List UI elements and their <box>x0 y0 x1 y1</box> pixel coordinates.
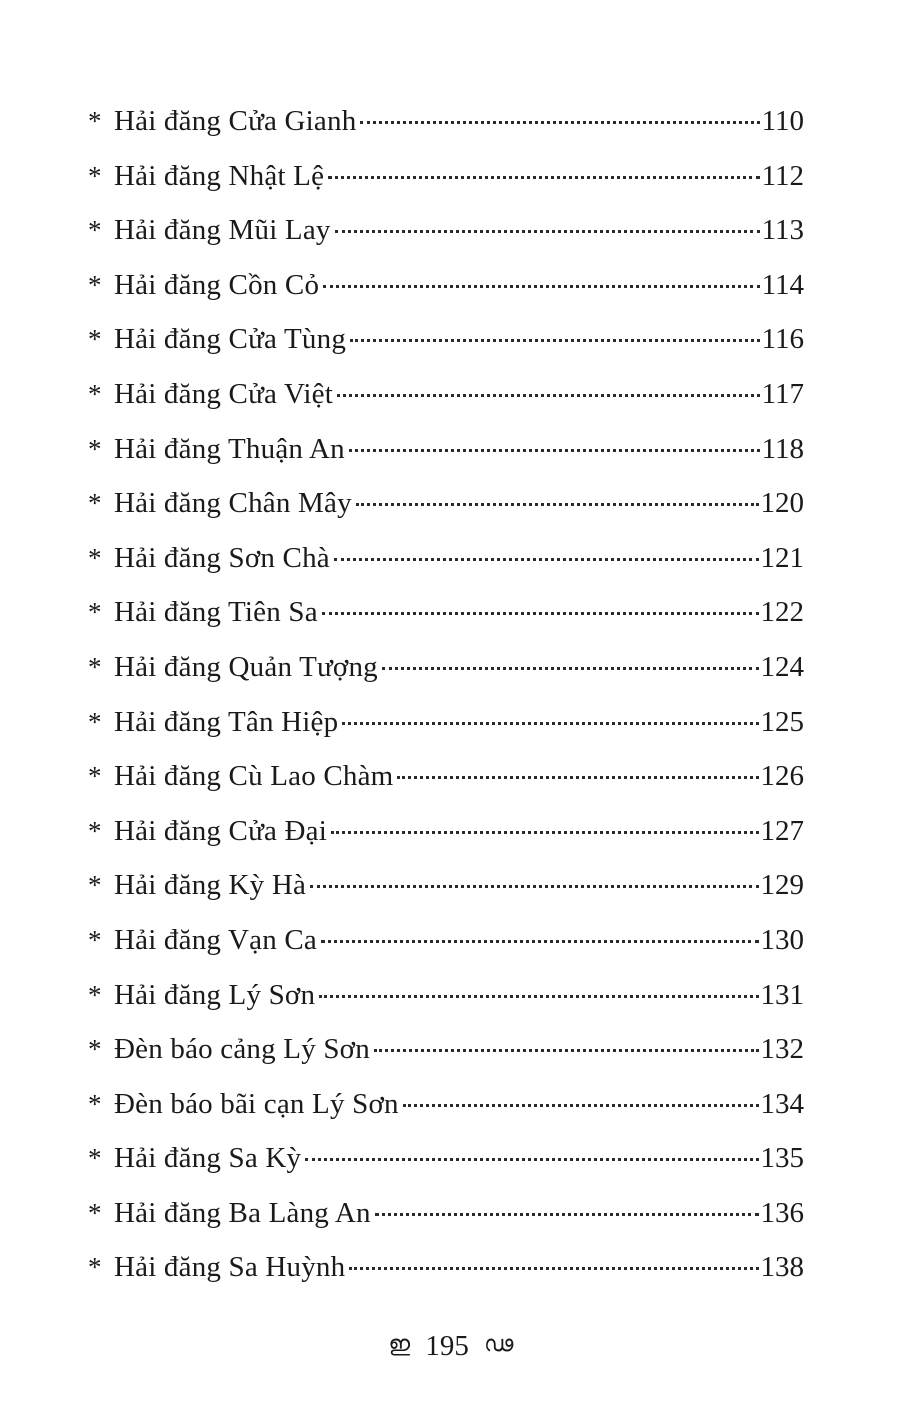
toc-entry <box>88 94 804 149</box>
toc-bullet: * <box>88 324 102 355</box>
dot-leader <box>305 1137 758 1167</box>
toc-entry-title: Hải đăng Sơn Chà <box>114 541 330 574</box>
toc-page-number: 110 <box>761 105 804 137</box>
toc-page-number: 120 <box>760 487 804 520</box>
toc-entry <box>88 1077 804 1132</box>
toc-entry <box>88 1131 804 1186</box>
toc-bullet: * <box>88 870 102 901</box>
toc-entry-title: Đèn báo bãi cạn Lý Sơn <box>114 1087 399 1120</box>
toc-entry-title: Hải đăng Cù Lao Chàm <box>114 760 394 793</box>
toc-page-number: 121 <box>760 541 804 574</box>
toc-page-number: 130 <box>760 923 804 956</box>
toc-bullet: * <box>88 1034 102 1065</box>
dot-leader <box>328 155 759 185</box>
toc-bullet: * <box>88 1252 102 1283</box>
ornament-left-icon: ഇ <box>388 1331 411 1357</box>
toc-entry-title: Hải đăng Lý Sơn <box>114 978 316 1011</box>
toc-entry-title: Đèn báo cảng Lý Sơn <box>114 1033 370 1066</box>
toc-entry <box>88 258 804 313</box>
ornament-right-icon: ഢ <box>484 1331 514 1357</box>
toc-entry-title: Hải đăng Thuận An <box>114 432 345 465</box>
toc-bullet: * <box>88 215 102 246</box>
dot-leader <box>375 1192 759 1222</box>
toc-bullet: * <box>88 269 102 300</box>
toc-entry-title: Hải đăng Ba Làng An <box>114 1196 371 1229</box>
dot-leader <box>356 482 759 512</box>
toc-entry-title: Hải đăng Tân Hiệp <box>114 705 339 738</box>
toc-bullet: * <box>88 979 102 1010</box>
toc-entry <box>88 913 804 968</box>
toc-page-number: 136 <box>760 1196 804 1229</box>
toc-bullet: * <box>88 706 102 737</box>
toc-entry-title: Hải đăng Nhật Lệ <box>114 159 325 192</box>
dot-leader <box>334 537 759 567</box>
toc-entry <box>88 476 804 531</box>
toc-page-number: 124 <box>760 650 804 683</box>
dot-leader <box>342 701 758 731</box>
page-number: 195 <box>425 1330 469 1363</box>
dot-leader <box>319 974 758 1004</box>
page-footer <box>0 1326 902 1364</box>
toc-bullet: * <box>88 378 102 409</box>
dot-leader <box>397 755 758 785</box>
dot-leader <box>331 810 759 840</box>
toc-page-number: 135 <box>760 1142 804 1175</box>
toc-page-number: 122 <box>760 596 804 629</box>
dot-leader <box>360 100 759 130</box>
toc-page-number: 114 <box>761 268 804 301</box>
toc-page-number: 125 <box>760 705 804 738</box>
toc-page-number: 118 <box>761 432 804 465</box>
toc-entry <box>88 1022 804 1077</box>
toc-page-number: 116 <box>761 323 804 356</box>
toc-entry <box>88 749 804 804</box>
toc-entry-title: Hải đăng Cửa Việt <box>114 377 333 410</box>
dot-leader <box>350 318 760 348</box>
toc-bullet: * <box>88 815 102 846</box>
toc-bullet: * <box>88 924 102 955</box>
toc-page-number: 129 <box>760 869 804 902</box>
toc-bullet: * <box>88 651 102 682</box>
dot-leader <box>323 264 759 294</box>
dot-leader <box>382 646 759 676</box>
toc-page-number: 113 <box>761 214 804 247</box>
dot-leader <box>310 864 758 894</box>
toc-bullet: * <box>88 1197 102 1228</box>
toc-entry-title: Hải đăng Sa Huỳnh <box>114 1251 346 1284</box>
toc-entry-title: Hải đăng Vạn Ca <box>114 923 317 956</box>
toc-page-number: 126 <box>760 760 804 793</box>
toc-entry-title: Hải đăng Quản Tượng <box>114 650 378 683</box>
toc-entry <box>88 640 804 695</box>
toc-bullet: * <box>88 761 102 792</box>
dot-leader <box>321 919 759 949</box>
toc-entry <box>88 367 804 422</box>
toc-entry <box>88 1240 804 1295</box>
toc-entry <box>88 422 804 477</box>
toc-entry <box>88 804 804 859</box>
toc-entry-title: Hải đăng Cửa Đại <box>114 814 327 847</box>
toc-entry-title: Hải đăng Kỳ Hà <box>114 869 307 902</box>
toc-entry-title: Hải đăng Cửa Tùng <box>114 323 347 356</box>
toc-bullet: * <box>88 160 102 191</box>
toc-bullet: * <box>88 1088 102 1119</box>
toc-bullet: * <box>88 433 102 464</box>
toc-bullet: * <box>88 488 102 519</box>
toc-entry-title: Hải đăng Chân Mây <box>114 487 352 520</box>
toc-entry <box>88 858 804 913</box>
toc-entry-title: Hải đăng Tiên Sa <box>114 596 318 629</box>
toc-entry-title: Hải đăng Cửa Gianh <box>114 105 357 137</box>
toc-page-number: 131 <box>760 978 804 1011</box>
toc-page-number: 138 <box>760 1251 804 1284</box>
toc-entry <box>88 585 804 640</box>
dot-leader <box>349 428 760 458</box>
toc-entry-title: Hải đăng Cồn Cỏ <box>114 268 320 301</box>
toc-page-number: 134 <box>760 1087 804 1120</box>
toc-entry <box>88 968 804 1023</box>
toc-entry <box>88 149 804 204</box>
toc-page-number: 112 <box>761 159 804 192</box>
table-of-contents <box>88 94 804 1295</box>
toc-bullet: * <box>88 597 102 628</box>
toc-entry <box>88 312 804 367</box>
toc-bullet: * <box>88 1143 102 1174</box>
toc-entry-title: Hải đăng Sa Kỳ <box>114 1142 302 1175</box>
dot-leader <box>374 1028 759 1058</box>
toc-entry-title: Hải đăng Mũi Lay <box>114 214 331 247</box>
toc-page-number: 132 <box>760 1033 804 1066</box>
toc-entry <box>88 695 804 750</box>
toc-entry <box>88 1186 804 1241</box>
toc-entry <box>88 203 804 258</box>
dot-leader <box>322 591 759 621</box>
dot-leader <box>337 373 760 403</box>
toc-page-number: 117 <box>761 377 804 410</box>
toc-bullet: * <box>88 106 102 136</box>
dot-leader <box>335 209 760 239</box>
toc-page-number: 127 <box>760 814 804 847</box>
toc-entry <box>88 531 804 586</box>
dot-leader <box>403 1083 759 1113</box>
toc-bullet: * <box>88 542 102 573</box>
dot-leader <box>349 1246 758 1276</box>
